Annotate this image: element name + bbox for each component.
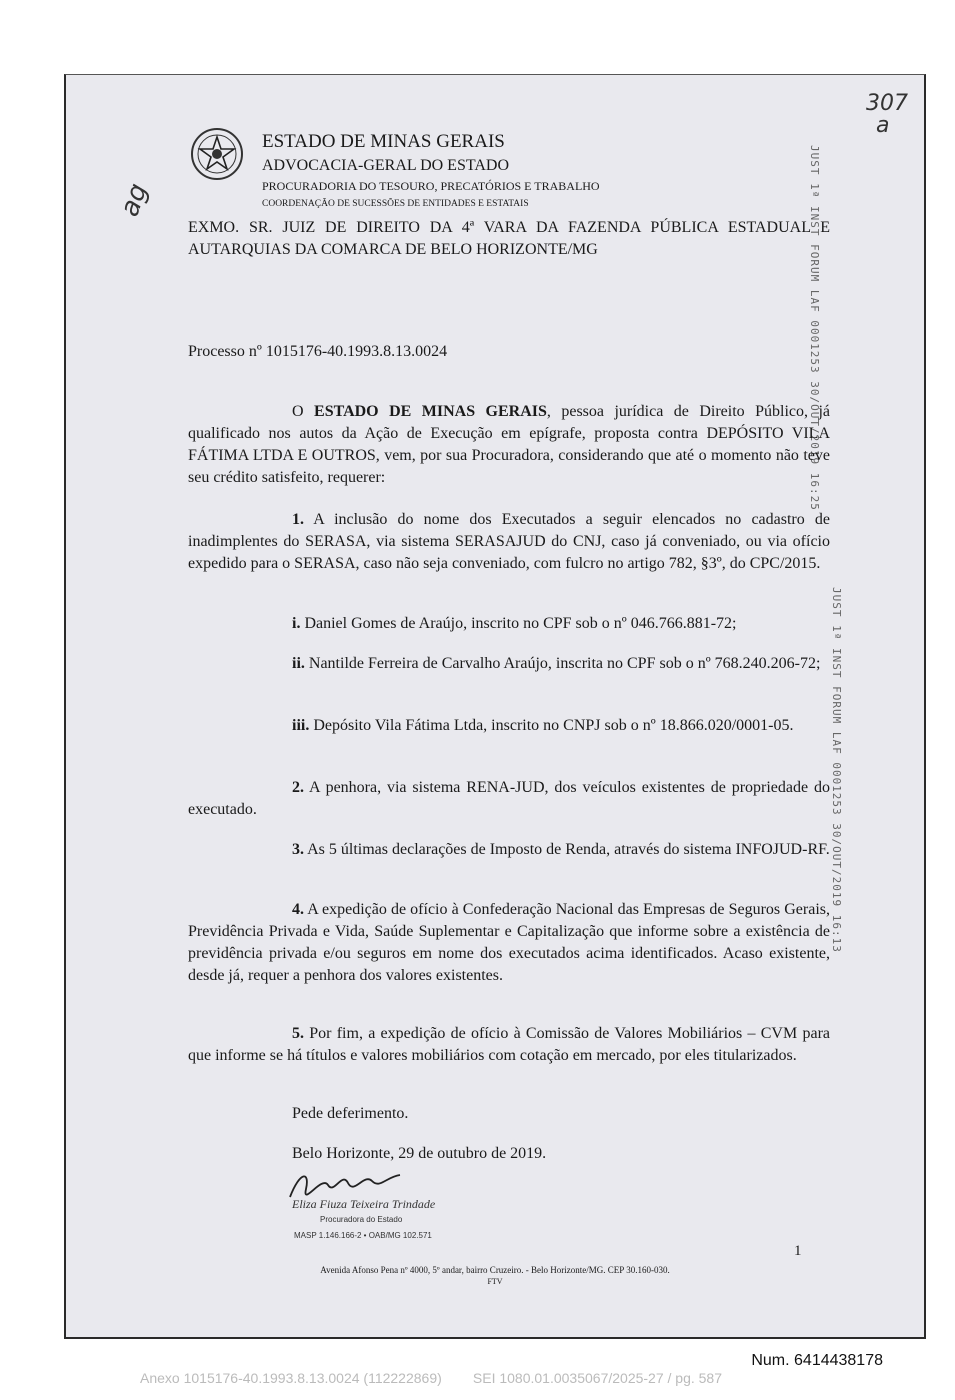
request-2-text: A penhora, via sistema RENA-JUD, dos veículos existentes de propriedade do executado. bbox=[188, 779, 830, 818]
document-id: Num. 6414438178 bbox=[751, 1352, 883, 1369]
request-5-text: Por fim, a expedição de ofício à Comissão de Valores Mobiliários – CVM para que informe se há títulos e valores mobiliários com cotação em mercado, por eles titularizados. bbox=[188, 1025, 830, 1064]
request-3-number: 3. bbox=[292, 841, 304, 858]
header-procuradoria: PROCURADORIA DO TESOURO, PRECATÓRIOS E TRABALHO bbox=[262, 179, 600, 193]
intro-party: ESTADO DE MINAS GERAIS bbox=[314, 403, 547, 420]
place-date: Belo Horizonte, 29 de outubro de 2019. bbox=[292, 1145, 547, 1162]
intro-rest: , pessoa jurídica de Direito Público, já qualificado nos autos da Ação de Execução em epígrafe, proposta contra DEPÓSITO VILA FÁTIMA LTDA E OUTROS, vem, por sua Procuradora, considerando que até o momento não teve seu crédito satisfeito, requerer: bbox=[188, 403, 830, 486]
debtor-ii-text: Nantilde Ferreira de Carvalho Araújo, inscrita no CPF sob o nº 768.240.206-72; bbox=[304, 655, 821, 672]
request-3 bbox=[188, 839, 830, 861]
request-4 bbox=[188, 899, 830, 987]
request-2 bbox=[188, 777, 830, 821]
header-coordenacao: COORDENAÇÃO DE SUCESSÕES DE ENTIDADES E ESTATAIS bbox=[262, 199, 529, 209]
request-4-text: A expedição de ofício à Confederação Nacional das Empresas de Seguros Gerais, Previdência Privada e Vida, Saúde Suplementar e Capitalização que informe sobre a existência de previdência privada e/ou seguros em nome dos executados acima identificados. Acaso existente, desde já, requer a penhora dos valores existentes. bbox=[188, 901, 830, 984]
debtor-iii-text: Depósito Vila Fátima Ltda, inscrito no CNPJ sob o nº 18.866.020/0001-05. bbox=[309, 717, 794, 734]
closing: Pede deferimento. bbox=[292, 1105, 409, 1122]
handwritten-initials: ag bbox=[114, 179, 154, 221]
debtor-i-number: i. bbox=[292, 615, 301, 632]
protocol-stamp-upper: JUST 1ª INST FORUM LAF 0001253 30/OUT/2019 16:25 bbox=[808, 145, 821, 511]
request-4-number: 4. bbox=[292, 901, 304, 918]
request-3-text: As 5 últimas declarações de Imposto de Renda, através do sistema INFOJUD-RF. bbox=[304, 841, 830, 858]
debtor-ii bbox=[188, 653, 830, 675]
document-page bbox=[64, 74, 926, 1339]
signature-name: Eliza Fiuza Teixeira Trindade bbox=[292, 1197, 436, 1211]
debtor-ii-number: ii. bbox=[292, 655, 305, 672]
debtor-iii bbox=[188, 715, 830, 737]
request-1-text: A inclusão do nome dos Executados a seguir elencados no cadastro de inadimplentes do SERASA, via sistema SERASAJUD do CNJ, caso já conveniado, ou via ofício expedido para o SERASA, caso não seja conveniado, com fulcro no artigo 782, §3º, do CPC/2015. bbox=[188, 511, 830, 572]
debtor-i bbox=[188, 613, 830, 635]
protocol-stamp-lower: JUST 1ª INST FORUM LAF 0001253 30/OUT/2019 16:13 bbox=[830, 587, 843, 953]
request-1 bbox=[188, 509, 830, 575]
footer-code: FTV bbox=[487, 1277, 503, 1286]
header-state: ESTADO DE MINAS GERAIS bbox=[262, 131, 505, 152]
signature-masp: MASP 1.146.166-2 • OAB/MG 102.571 bbox=[294, 1231, 432, 1240]
handwritten-folio-initial: a bbox=[876, 113, 890, 138]
debtor-iii-number: iii. bbox=[292, 717, 310, 734]
minas-gerais-seal-icon bbox=[190, 127, 244, 181]
page-number: 1 bbox=[794, 1243, 802, 1259]
request-1-number: 1. bbox=[292, 511, 304, 528]
request-5-number: 5. bbox=[292, 1025, 304, 1042]
addressee: EXMO. SR. JUIZ DE DIREITO DA 4ª VARA DA FAZENDA PÚBLICA ESTADUAL E AUTARQUIAS DA COMARCA DE BELO HORIZONTE/MG bbox=[188, 219, 830, 258]
header-agency: ADVOCACIA-GERAL DO ESTADO bbox=[262, 157, 509, 174]
request-5 bbox=[188, 1023, 830, 1067]
debtor-i-text: Daniel Gomes de Araújo, inscrito no CPF sob o nº 046.766.881-72; bbox=[300, 615, 737, 632]
signature-role: Procuradora do Estado bbox=[320, 1215, 403, 1224]
request-2-number: 2. bbox=[292, 779, 304, 796]
intro-paragraph bbox=[188, 401, 830, 489]
handwritten-folio-number: 307 bbox=[866, 91, 908, 116]
annex-footer: Anexo 1015176-40.1993.8.13.0024 (112222869) SEI 1080.01.0035067/2025-27 / pg. 587 bbox=[140, 1370, 722, 1386]
intro-lead: O bbox=[292, 403, 315, 420]
process-number: Processo nº 1015176-40.1993.8.13.0024 bbox=[188, 343, 448, 360]
footer-address: Avenida Afonso Pena nº 4000, 5º andar, bairro Cruzeiro. - Belo Horizonte/MG. CEP 30.160-030. bbox=[320, 1265, 670, 1275]
